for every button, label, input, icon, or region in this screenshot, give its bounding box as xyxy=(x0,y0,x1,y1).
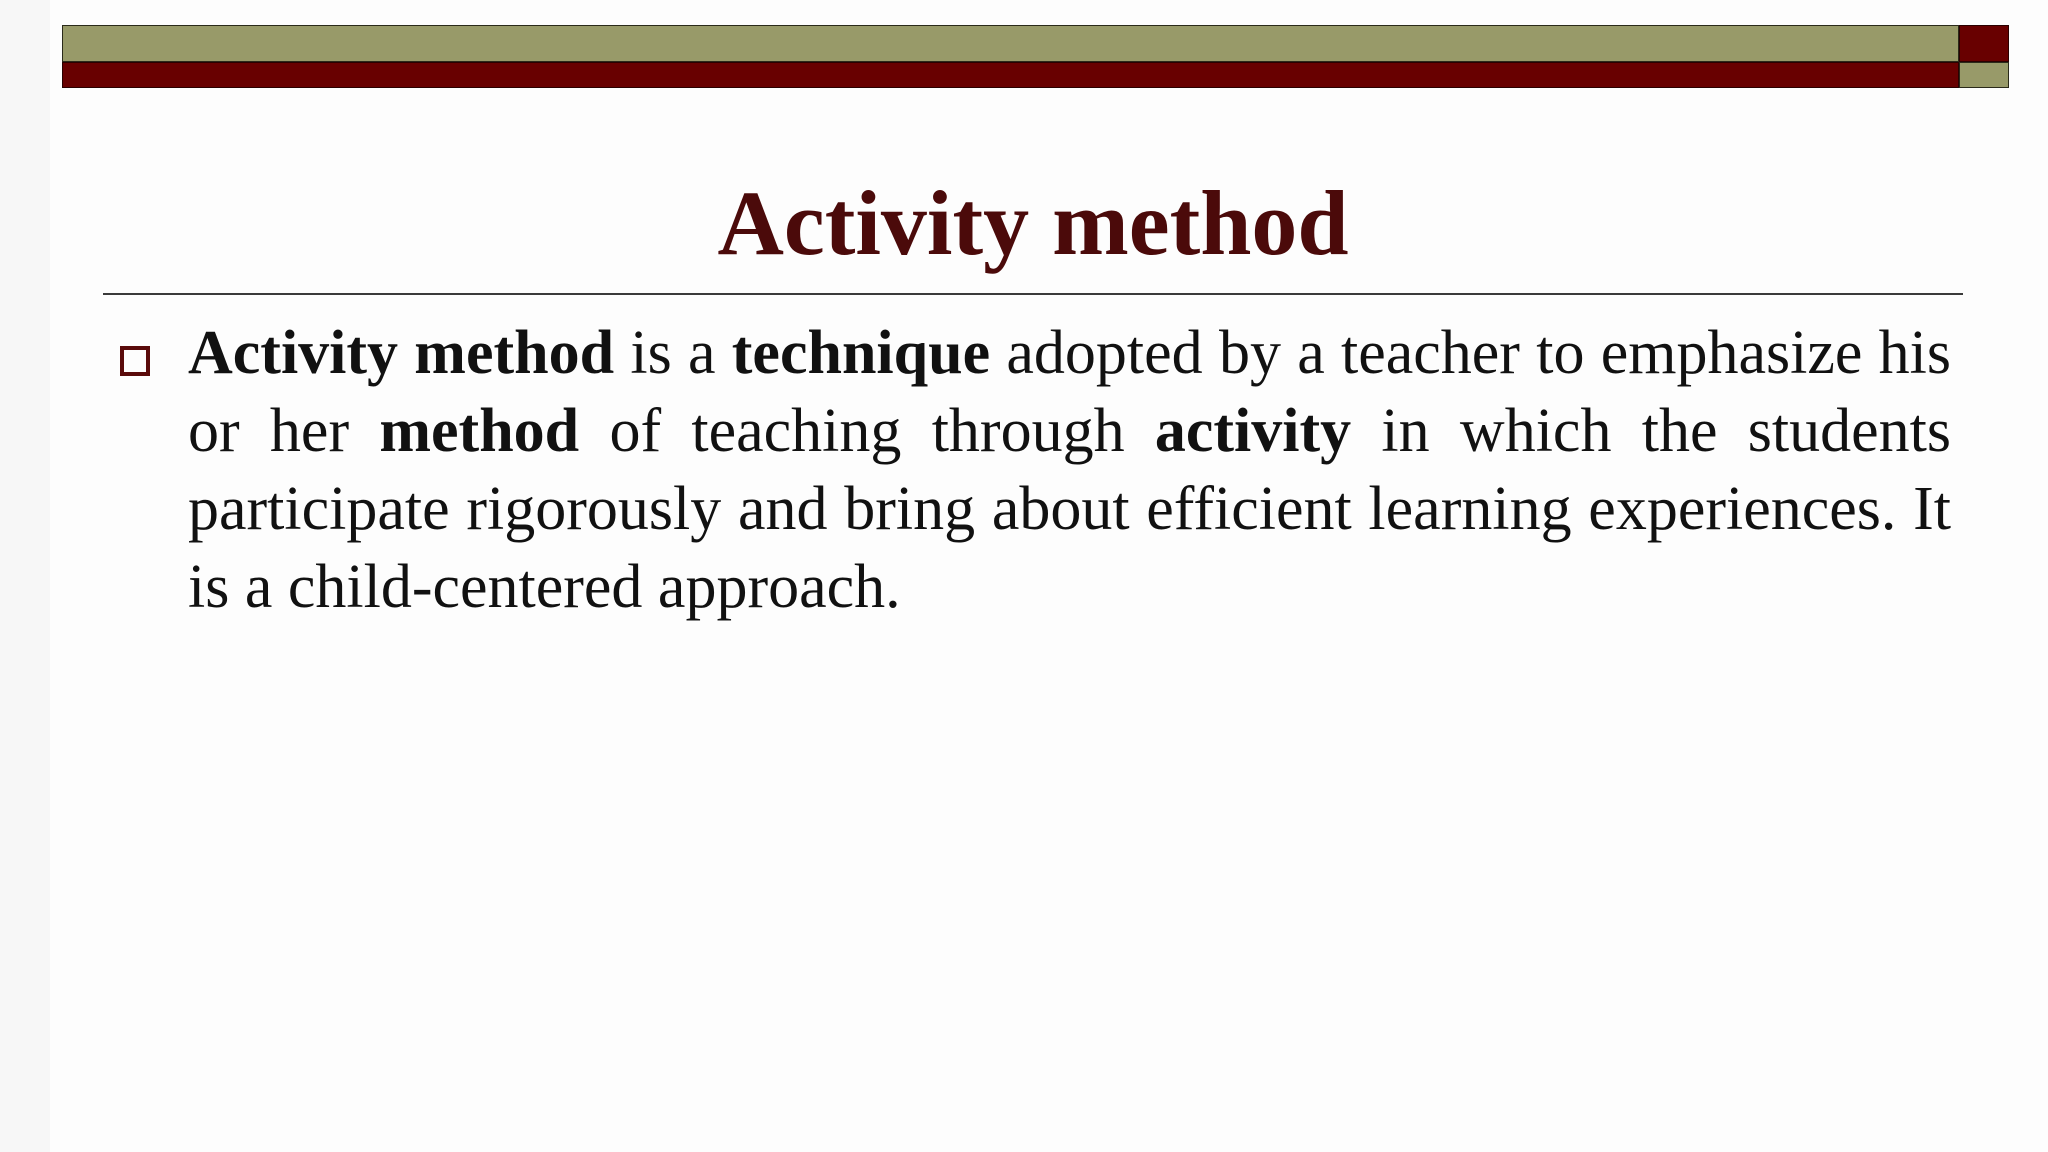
bullet-text-plain: is a xyxy=(614,319,732,387)
header-band-olive xyxy=(62,25,1959,62)
bullet-text-plain: of teaching through xyxy=(579,397,1155,465)
bullet-text-plain: in which the students participate rigorously and bring about efficient learning experiences. It is a child-centered approach. xyxy=(188,397,1951,621)
bullet-text-bold: method xyxy=(379,397,580,465)
bullet-text xyxy=(188,314,1951,626)
header-corner-block-red xyxy=(1959,25,2009,62)
title-divider xyxy=(103,293,1963,295)
bullet-text-bold: Activity method xyxy=(188,319,615,387)
header-band-red xyxy=(62,62,1959,88)
slide-title: Activity method xyxy=(717,172,1349,274)
slide-left-margin xyxy=(0,0,50,1152)
bullet-text-plain: adopted by a teacher to emphasize his or her xyxy=(188,319,1951,465)
hollow-square-bullet-icon xyxy=(120,346,150,376)
bullet-text-bold: technique xyxy=(731,319,991,387)
bullet-text-bold: activity xyxy=(1154,397,1352,465)
header-corner-block-olive xyxy=(1959,62,2009,88)
